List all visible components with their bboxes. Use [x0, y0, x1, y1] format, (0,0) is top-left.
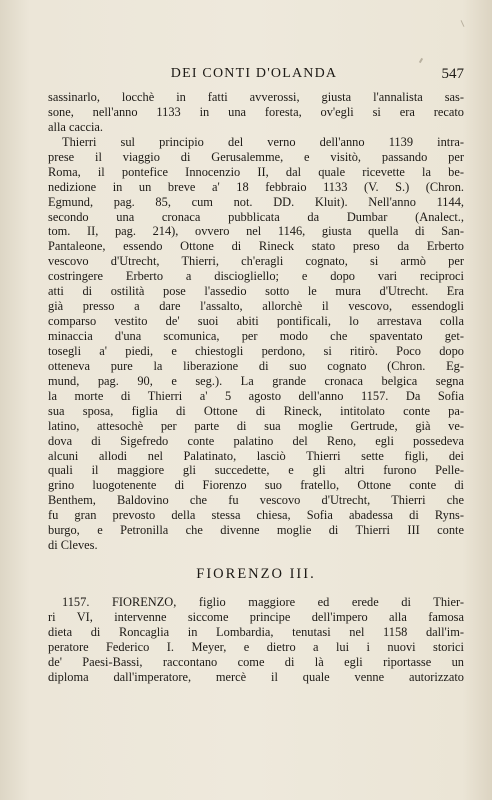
text-line: otteneva pure la liberazione di suo cognato (Chron. Eg-: [48, 358, 464, 373]
text-line: sassinarlo, locchè in fatti avverossi, giusta l'annalista sas-: [48, 90, 464, 104]
paper-speck: [461, 20, 465, 27]
text-line: diploma dall'imperatore, mercè il quale venne autorizzato: [48, 669, 464, 684]
paragraph-1: [48, 90, 464, 135]
text-line: burgo, e Petronilla che divenne moglie di Thierri III conte: [48, 523, 464, 538]
text-line: tom. II, pag. 214), ovvero nel 1146, giusta quella di San-: [48, 224, 464, 239]
text-line: comparso vestito de' suoi abiti pontificali, lo arrestava colla: [48, 314, 464, 329]
text-line: nedizione in un breve a' 18 febbraio 1133 (V. S.) (Chron.: [48, 179, 464, 194]
text-line: di Cleves.: [48, 538, 98, 553]
text-line: Pantaleone, essendo Ottone di Rineck stato preso da Erberto: [48, 239, 464, 254]
section-heading: FIORENZO III.: [196, 566, 316, 583]
text-line: dova di Sigefredo conte palatino del Reno, egli possedeva: [48, 433, 464, 448]
running-head: [44, 66, 464, 88]
text-line: mund, pag. 90, e seg.). La grande cronaca belgica segna: [48, 373, 464, 388]
text-line: prese il viaggio di Gerusalemme, e visitò, passando per: [48, 149, 464, 164]
text-line: vescovo d'Utrecht, Thierri, ch'eragli cognato, si armò per: [48, 254, 464, 269]
text-line: peratore Federico I. Meyer, e dietro a lui i nuovi storici: [48, 639, 464, 654]
text-block: [48, 90, 464, 685]
text-line: latino, attesochè per parte di sua moglie Gertrude, già ve-: [48, 418, 464, 433]
text-line: ri VI, intervenne siccome principe dell'impero alla famosa: [48, 610, 464, 624]
text-line: sone, nell'anno 1133 in una foresta, ov'egli si era recato: [48, 104, 464, 119]
text-line: costringere Erberto a disciogliello; e dopo vari reciproci: [48, 269, 464, 284]
text-line: Roma, il pontefice Innocenzio II, dal quale ricevette la be-: [48, 164, 464, 179]
paragraph-2: [48, 135, 464, 553]
text-line: quali il maggiore gli succedette, e gli altri furono Pelle-: [48, 463, 464, 478]
text-line: Benthem, Baldovino che fu vescovo d'Utrecht, Thierri che: [48, 493, 464, 508]
text-line: dieta di Roncaglia in Lombardia, tenutasi nel 1158 dall'im-: [48, 624, 464, 639]
text-line: alcuni allodi nel Palatinato, lasciò Thierri sette figli, dei: [48, 448, 464, 463]
page-number: 547: [441, 66, 464, 82]
text-line: fu gran prevosto della stessa chiesa, Sofia abadessa di Ryns-: [48, 508, 464, 523]
text-line: atti di ostilità pose l'assedio sotto le mura d'Utrecht. Era: [48, 284, 464, 299]
text-line: Egmund, pag. 85, cum not. DD. Kluit). Nell'anno 1144,: [48, 194, 464, 209]
text-line: già presso a dare l'assalto, allorchè il vescovo, essendogli: [48, 299, 464, 314]
text-line: Thierri sul principio del verno dell'anno 1139 intra-: [62, 134, 464, 149]
text-line: de' Paesi-Bassi, raccontano come di là egli riportasse un: [48, 654, 464, 669]
text-line: la morte di Thierri a' 5 agosto dell'anno 1157. Da Sofia: [48, 388, 464, 403]
text-line: alla caccia.: [48, 119, 104, 134]
paper-speck: [419, 58, 423, 63]
text-line: tosegli a' piedi, e chiestogli perdono, si ritirò. Poco dopo: [48, 343, 464, 358]
paragraph-3: [48, 595, 464, 685]
text-line: sua sposa, figlia di Ottone di Rineck, intitolato conte pa-: [48, 403, 464, 418]
text-line: grino luogotenente di Fiorenzo suo fratello, Ottone conte di: [48, 478, 464, 493]
text-line: minaccia d'una scomunica, per modo che spaventato get-: [48, 329, 464, 343]
text-line: 1157. FIORENZO, figlio maggiore ed erede di Thier-: [62, 595, 464, 610]
running-title: DEI CONTI D'OLANDA: [170, 66, 338, 81]
text-line: secondo una cronaca pubblicata da Dumbar (Analect.,: [48, 209, 464, 224]
